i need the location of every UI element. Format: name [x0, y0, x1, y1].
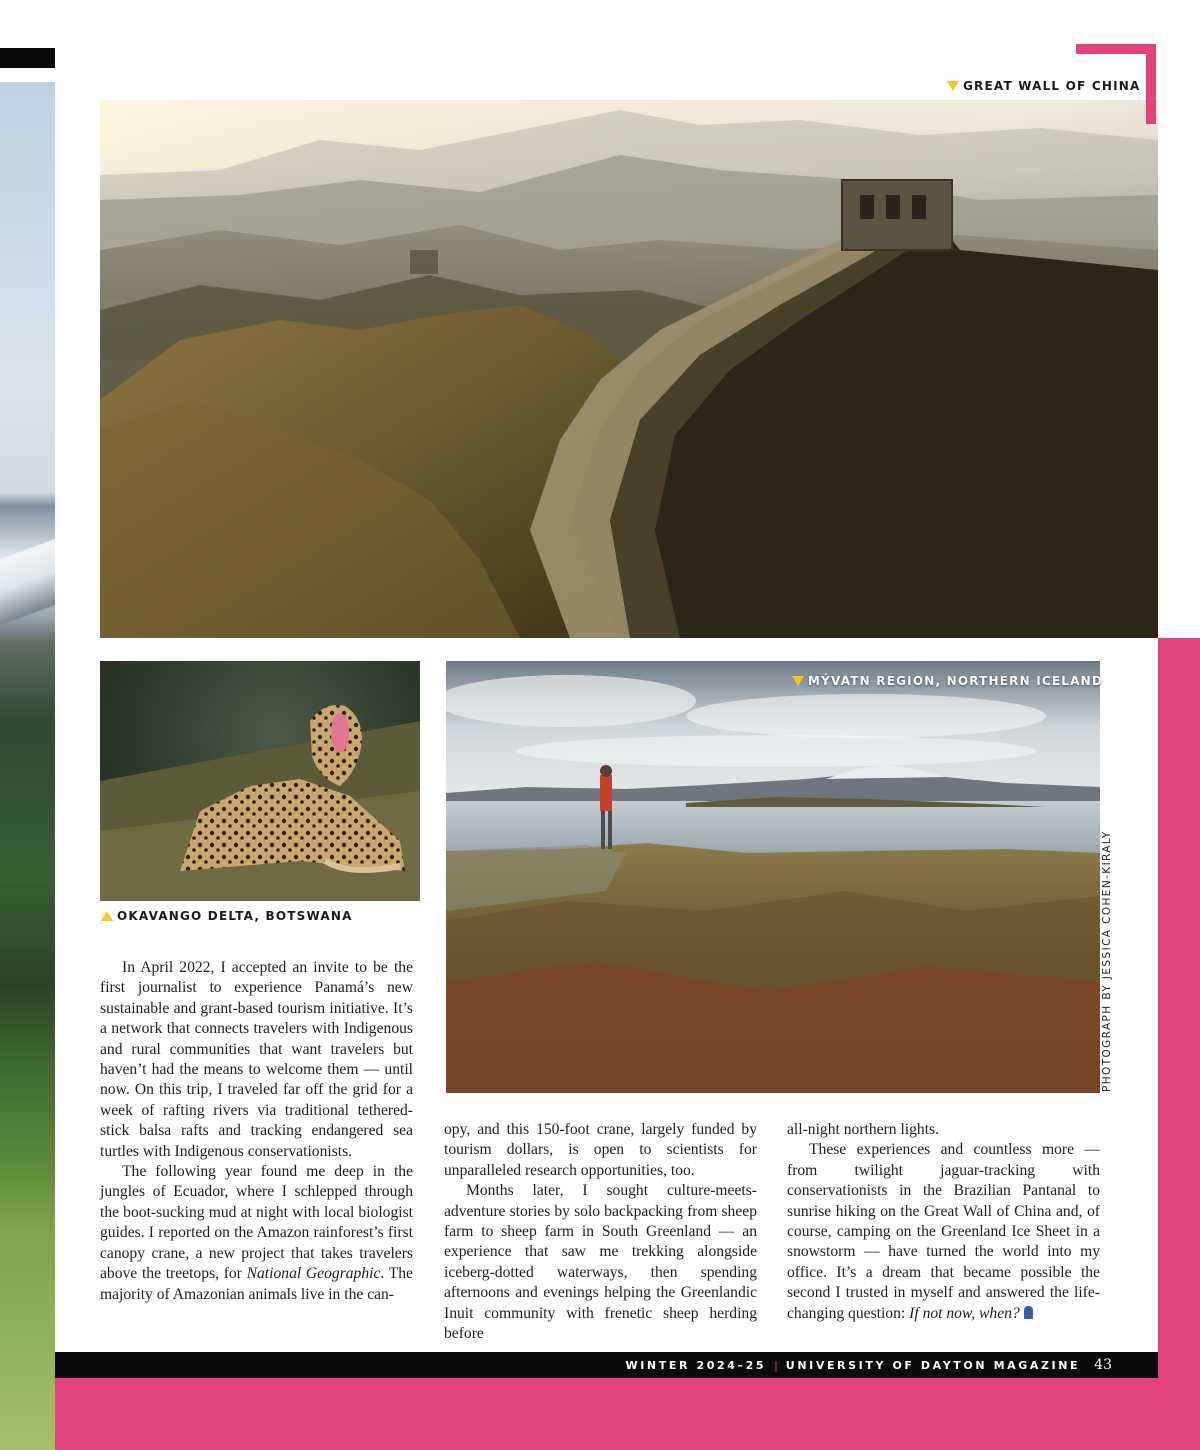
pink-corner-bracket — [1076, 44, 1156, 124]
article-paragraph: These experiences and countless more — from twilight jaguar-tracking with conservationists in the Brazilian Pantanal to sunrise hiking on the Great Wall of China and, of course, camping on the Greenland Ice Sheet in a snowstorm — have turned the world into my office. It’s a dream that became possible the second I trusted in myself and answered the life-changing question: If not now, when? — [787, 1141, 1100, 1322]
article-paragraph: In April 2022, I accepted an invite to be the first journalist to experience Panamá’s new sustainable and grant-based tourism initiative. It’s a network that connects travelers with Indigenous and rural communities that want travelers but haven’t had the means to welcome them — until now. On this trip, I traveled far off the grid for a week of rafting rivers via traditional tethered-stick balsa rafts and tracking endangered sea turtles with Indigenous conservationists. — [100, 959, 413, 1160]
iceland-photo — [446, 661, 1100, 1093]
adjacent-page-photo-bleed — [0, 82, 55, 1450]
issue-label: WINTER 2024–25 — [625, 1358, 767, 1372]
article-column-1 — [100, 958, 413, 1305]
caption-triangle-icon — [947, 81, 959, 91]
end-of-story-icon — [1024, 1306, 1033, 1319]
page-footer — [55, 1352, 1158, 1378]
article-paragraph: opy, and this 150-foot crane, largely funded by tourism dollars, is open to scientists for unparalleled research opportunities, too. — [444, 1121, 757, 1179]
magazine-name: UNIVERSITY OF DAYTON MAGAZINE — [785, 1358, 1081, 1372]
article-paragraph: The following year found me deep in the jungles of Ecuador, where I schlepped through the boot-sucking mud at night with local biologist guides. I reported on the Amazon rainforest’s first canopy crane, a new project that takes travelers above the treetops, for National Geographic. The majority of Amazonian animals live in the can- — [100, 1163, 413, 1303]
okavango-caption: OKAVANGO DELTA, BOTSWANA — [101, 909, 353, 923]
myvatn-caption: MÝVATN REGION, NORTHERN ICELAND — [792, 674, 1103, 688]
article-column-3 — [787, 1120, 1100, 1324]
article-column-2 — [444, 1120, 757, 1344]
pink-bottom-band — [55, 1378, 1200, 1450]
article-paragraph: all-night northern lights. — [787, 1121, 940, 1138]
publication-title: National Geographic — [246, 1265, 381, 1283]
caption-triangle-icon — [792, 676, 804, 686]
cheetah-photo — [100, 661, 420, 901]
article-paragraph: Months later, I sought culture-meets-adventure stories by solo backpacking from sheep farm to sheep farm in South Greenland — an experience that saw me trekking alongside iceberg-dotted waterways, then spending afternoons and evenings helping the Greenlandic Inuit community with frenetic sheep herding before — [444, 1182, 757, 1343]
footer-separator: | — [774, 1358, 778, 1372]
great-wall-photo — [100, 100, 1158, 638]
page-number: 43 — [1094, 1357, 1112, 1373]
great-wall-caption: GREAT WALL OF CHINA — [947, 79, 1140, 93]
caption-triangle-icon — [101, 911, 113, 921]
closing-question: If not now, when? — [909, 1304, 1020, 1322]
photo-credit: PHOTOGRAPH BY JESSICA COHEN-KIRALY — [1101, 830, 1113, 1092]
pink-side-band — [1158, 638, 1200, 1450]
adjacent-page-black-bar — [0, 48, 55, 68]
